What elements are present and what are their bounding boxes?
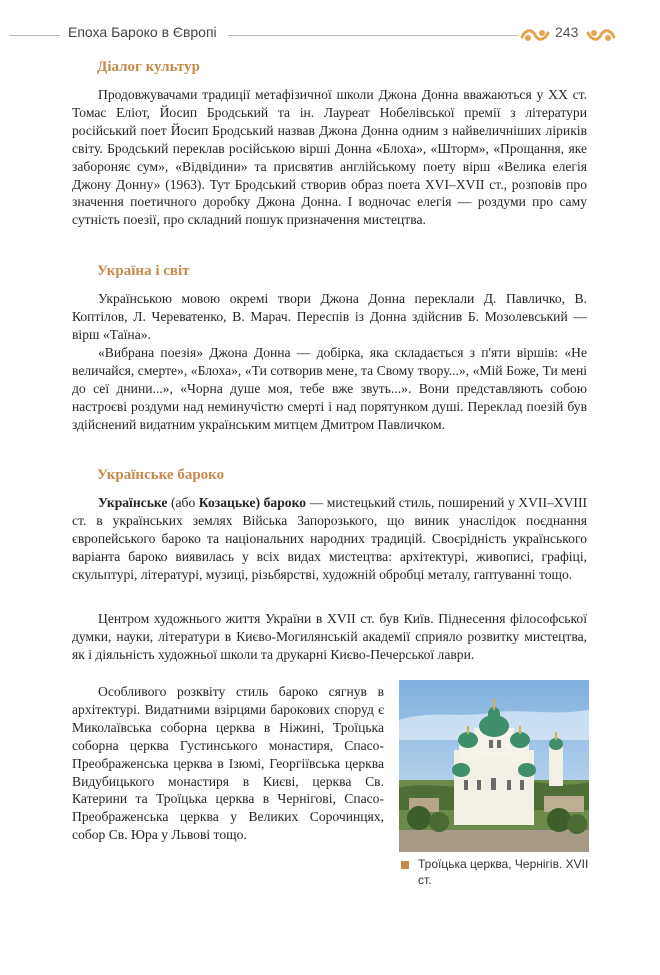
section-title-dialog: Діалог культур: [97, 59, 200, 75]
page-number: 243: [555, 24, 579, 40]
paragraph: Центром художнього життя України в XVII ст. був Київ. Піднесення філософської думки, науки, літератури в Києво-Могилянській академії сприяло розвитку мистецтва, як і діяльність художньої школи та друкарні Києво-Печерської лаври.: [72, 611, 587, 662]
term: Українське: [98, 495, 168, 510]
section-title-ukraine: Україна і світ: [97, 263, 190, 279]
header-rule: [10, 35, 60, 36]
page-header: [0, 18, 660, 54]
paragraph: Продовжувачами традиції метафізичної школи Джона Донна вважаються у XX ст. Томас Еліот, Йосип Бродський та ін. Лауреат Нобелівської премії з літератури російський поет Йосип Бродський назвав Джона Донна одним з найвеличніших ліриків світу. Бродський переклав російською вірші Донна «Блоха», «Шторм», «Прощання, яке забороняє сум», «Відвідини» та присвятив англійському поету вірш «Велика елегія Джону Донну» (1963). Тут Бродський створив образ поета XVI–XVII ст., розповів про значення поетичного доробку Джона Донна. І водночас елегія — роздуми про саму сутність поезії, про складний пошук призначення мистецтва.: [72, 87, 587, 228]
ornament-icon: [520, 27, 550, 43]
ornament-icon: [586, 27, 616, 43]
paragraph: Українською мовою окремі твори Джона Донна переклали Д. Павличко, В. Коптілов, Л. Череватенко, В. Марач. Переспів із Донна здійснив Б. Мозолевський — вірш «Таїна».: [72, 291, 587, 342]
term: Козацьке) бароко: [198, 495, 307, 510]
paragraph: Особливого розквіту стиль бароко сягнув в архітектурі. Видатними взірцями барокових споруд є Миколаївська соборна церква в Ніжині, Троїцька соборна церква Густинського монастиря, Спасо-Преображенська церква в Ізюмі, Георгіївська церква Видубицького монастиря в Києві, церква Св. Катерини та Троїцька церква в Чернігові, Спасо-Преображенська церква у Великих Сорочинцях, собор Св. Юра у Львові тощо.: [72, 684, 384, 843]
caption-marker: [401, 861, 409, 869]
church-photo: [399, 680, 589, 852]
paragraph-definition: Українське (або Козацьке) бароко — мистецький стиль, поширений у XVII–XVIII ст. в українських землях Війська Запорозького, що виник унаслідок поєднання європейського бароко та національних народних традицій. Своєрідність українського варіанта бароко виявилась у всіх видах мистецтва: архітектурі, живописі, графіці, скульптурі, літературі, музиці, різьбярстві, художній обробці металу, гаптуванні тощо.: [72, 495, 587, 582]
paragraph: «Вибрана поезія» Джона Донна — добірка, яка складається з п'яти віршів: «Не величайся, смерте», «Блоха», «Ти сотворив мене, та Свому твору...», «Мій Боже, Ти мені до сеї днини...», «Чорна душе моя, тебе вже звуть...». Вони представляють собою настроєві роздуми над неминучістю смерті і над порятунком душі. Переклад поезій був здійснений видатним українським митцем Дмитром Павличком.: [72, 345, 587, 432]
photo-caption: Троїцька церква, Чернігів. XVII ст.: [418, 857, 589, 887]
chapter-title: Епоха Бароко в Європі: [68, 24, 217, 40]
section-title-baroque: Українське бароко: [97, 467, 225, 483]
header-rule: [228, 35, 518, 36]
